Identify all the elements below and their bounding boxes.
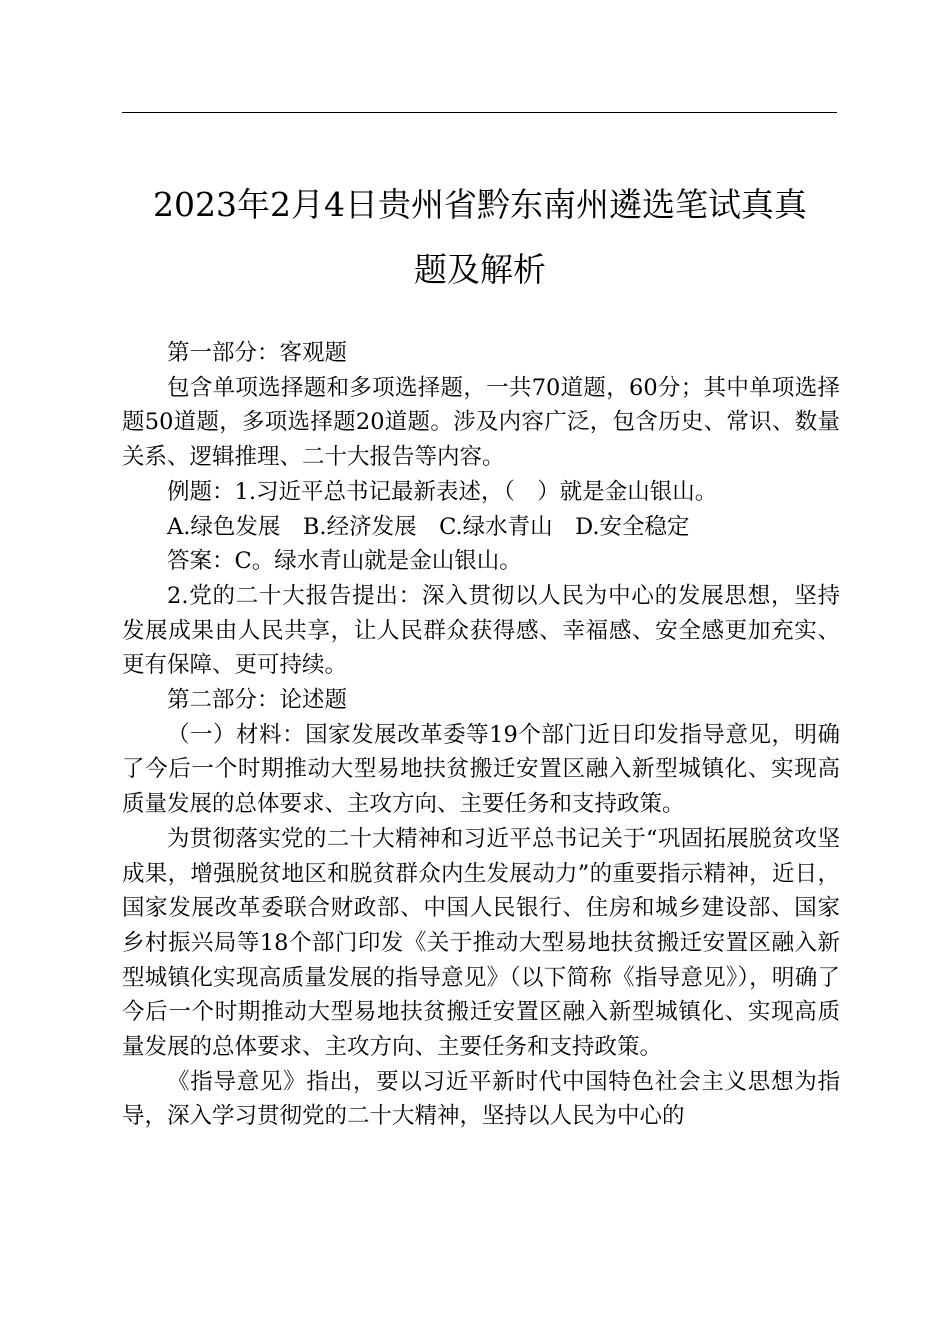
- section-heading-objective: 第一部分：客观题: [167, 340, 348, 366]
- document-body: [122, 336, 840, 1134]
- document-title: [100, 172, 860, 302]
- header-rule: [122, 112, 837, 113]
- title-line-1: 2023年2月4日贵州省黔东南州遴选笔试真真: [153, 185, 807, 224]
- section-heading-essay: 第二部分：论述题: [167, 687, 348, 714]
- paragraph-material-3: 《指导意见》指出，要以习近平新时代中国特色社会主义思想为指导，深入学习贯彻党的二十大精神，坚持以人民为中心的: [122, 1068, 840, 1130]
- title-line-2: 题及解析: [414, 250, 546, 289]
- paragraph-example-answer: 答案：C。绿水青山就是金山银山。: [167, 548, 522, 575]
- paragraph-example-options: A.绿色发展 B.经济发展 C.绿水青山 D.安全稳定: [167, 513, 690, 540]
- paragraph-objective-desc: 包含单项选择题和多项选择题，一共70道题，60分；其中单项选择题50道题，多项选择题20道题。涉及内容广泛，包含历史、常识、数量关系、逻辑推理、二十大报告等内容。: [122, 374, 840, 471]
- paragraph-material-1: （一）材料：国家发展改革委等19个部门近日印发指导意见，明确了今后一个时期推动大型易地扶贫搬迁安置区融入新型城镇化、实现高质量发展的总体要求、主攻方向、主要任务和支持政策。: [122, 721, 840, 818]
- paragraph-example-question: 例题：1.习近平总书记最新表述，（ ）就是金山银山。: [167, 478, 718, 505]
- paragraph-material-2: 为贯彻落实党的二十大精神和习近平总书记关于“巩固拓展脱贫攻坚成果，增强脱贫地区和脱贫群众内生发展动力”的重要指示精神，近日，国家发展改革委联合财政部、中国人民银行、住房和城乡建设部、国家乡村振兴局等18个部门印发《关于推动大型易地扶贫搬迁安置区融入新型城镇化实现高质量发展的指导意见》（以下简称《指导意见》），明确了今后一个时期推动大型易地扶贫搬迁安置区融入新型城镇化、实现高质量发展的总体要求、主攻方向、主要任务和支持政策。: [122, 825, 840, 1061]
- paragraph-question-2: 2.党的二十大报告提出：深入贯彻以人民为中心的发展思想，坚持发展成果由人民共享，让人民群众获得感、幸福感、安全感更加充实、更有保障、更可持续。: [122, 582, 840, 679]
